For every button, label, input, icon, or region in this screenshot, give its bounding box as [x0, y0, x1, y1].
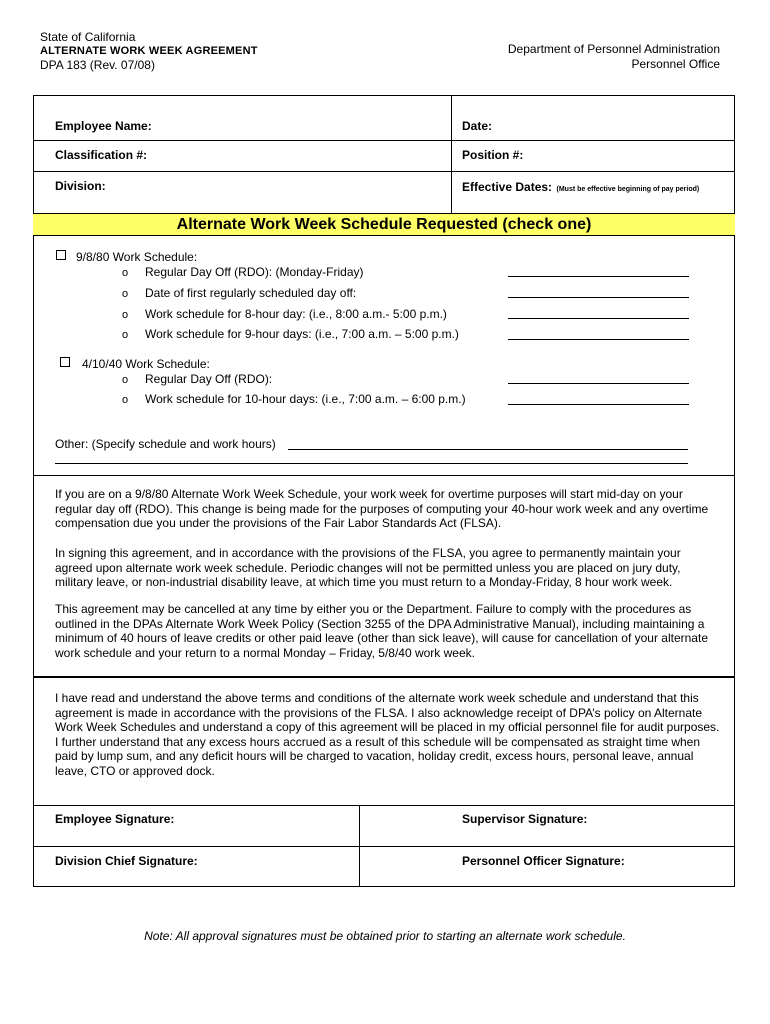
terms-paragraph-2: In signing this agreement, and in accordance with the provisions of the FLSA, you agree to permanently maintain your agreed upon alternate work week schedule. Periodic changes will not be permitted unless you are placed on jury duty, military leave, or non-industrial disability leave, at which time you must return to a Monday-Friday, 8 hour work week. [55, 546, 681, 589]
checkbox-980[interactable] [56, 250, 66, 260]
ten-hour-input[interactable] [508, 404, 689, 405]
eight-hour-input[interactable] [508, 318, 689, 319]
bullet: o [122, 329, 129, 341]
effective-dates-label: Effective Dates: [462, 180, 553, 194]
bullet: o [122, 394, 129, 406]
rdo-980-label: Regular Day Off (RDO): (Monday-Friday) [145, 265, 364, 279]
first-day-off-input[interactable] [508, 297, 689, 298]
eight-hour-label: Work schedule for 8-hour day: (i.e., 8:00 a.m.- 5:00 p.m.) [145, 307, 447, 321]
division-field[interactable]: Division: [55, 179, 106, 193]
signature-row-line [33, 846, 735, 847]
department-name: Department of Personnel Administration [507, 42, 720, 56]
schedule-banner: Alternate Work Week Schedule Requested (check one) [33, 213, 735, 236]
bullet: o [122, 267, 129, 279]
other-label: Other: (Specify schedule and work hours) [55, 437, 276, 451]
effective-dates-note: (Must be effective beginning of pay period) [556, 186, 700, 193]
rdo-41040-label: Regular Day Off (RDO): [145, 372, 273, 386]
personnel-officer-signature-field[interactable]: Personnel Officer Signature: [462, 854, 625, 868]
state-label: State of California [40, 30, 136, 44]
date-field[interactable]: Date: [462, 119, 493, 133]
other-input-line2[interactable] [55, 463, 688, 464]
employee-name-field[interactable]: Employee Name: [55, 119, 152, 133]
bullet: o [122, 374, 129, 386]
terms-divider [33, 475, 735, 476]
effective-dates-field[interactable] [462, 178, 699, 196]
form-header-left [40, 30, 258, 72]
terms-paragraph-3: This agreement may be cancelled at any time by either you or the Department. Failure to comply with the procedures as outlined in the DPAs Alternate Work Week Policy (Section 3255 of the DPA Administrative Manual), including maintaining a minimum of 40 hours of leave credits or other paid leave (other than sick leave), will cause for cancellation of your alternate work schedule and your return to a normal Monday – Friday, 5/8/40 work week. [55, 602, 708, 660]
checkbox-41040[interactable] [60, 357, 70, 367]
nine-hour-input[interactable] [508, 339, 689, 340]
other-input[interactable] [288, 449, 688, 450]
employee-signature-field[interactable]: Employee Signature: [55, 812, 175, 826]
field-divider [451, 95, 452, 214]
rdo-980-input[interactable] [508, 276, 689, 277]
form-number: DPA 183 (Rev. 07/08) [40, 58, 155, 72]
option-41040-label: 4/10/40 Work Schedule: [82, 357, 210, 371]
division-chief-signature-field[interactable]: Division Chief Signature: [55, 854, 198, 868]
ten-hour-label: Work schedule for 10-hour days: (i.e., 7:00 a.m. – 6:00 p.m.) [145, 392, 466, 406]
form-header-right [508, 42, 720, 72]
field-row-line [33, 171, 735, 172]
acknowledgement-text: I have read and understand the above terms and conditions of the alternate work week schedule and understand that this agreement is made in accordance with the provisions of the FLSA. I also acknowledge receipt of DPA’s policy on Alternate Work Week Schedules and understand a copy of this agreement will be placed in my official personnel file for audit purposes. I further understand that any excess hours accrued as a result of this schedule will be compensated as straight time when paid by lump sum, and any deficit hours will be charged to vacation, holiday credit, excess hours, personal leave, annual leave, CTO or approved dock. [55, 691, 720, 778]
field-row-line [33, 140, 735, 141]
first-day-off-label: Date of first regularly scheduled day off: [145, 286, 357, 300]
office-name: Personnel Office [631, 57, 720, 71]
bullet: o [122, 288, 129, 300]
classification-field[interactable]: Classification #: [55, 148, 148, 162]
nine-hour-label: Work schedule for 9-hour days: (i.e., 7:00 a.m. – 5:00 p.m.) [145, 327, 459, 341]
terms-paragraph-1: If you are on a 9/8/80 Alternate Work Week Schedule, your work week for overtime purposes will start mid-day on your regular day off (RDO). This change is being made for the purposes of computing your 40-hour work week and any overtime compensation due you under the provisions of the Fair Labor Standards Act (FLSA). [55, 487, 709, 530]
rdo-41040-input[interactable] [508, 383, 689, 384]
bullet: o [122, 309, 129, 321]
signature-column-line [359, 805, 360, 887]
signature-divider [33, 805, 735, 806]
option-980-label: 9/8/80 Work Schedule: [76, 250, 198, 264]
form-title: ALTERNATE WORK WEEK AGREEMENT [40, 45, 258, 57]
supervisor-signature-field[interactable]: Supervisor Signature: [462, 812, 588, 826]
footer-note: Note: All approval signatures must be obtained prior to starting an alternate work schedule. [144, 929, 626, 943]
position-field[interactable]: Position #: [462, 148, 524, 162]
